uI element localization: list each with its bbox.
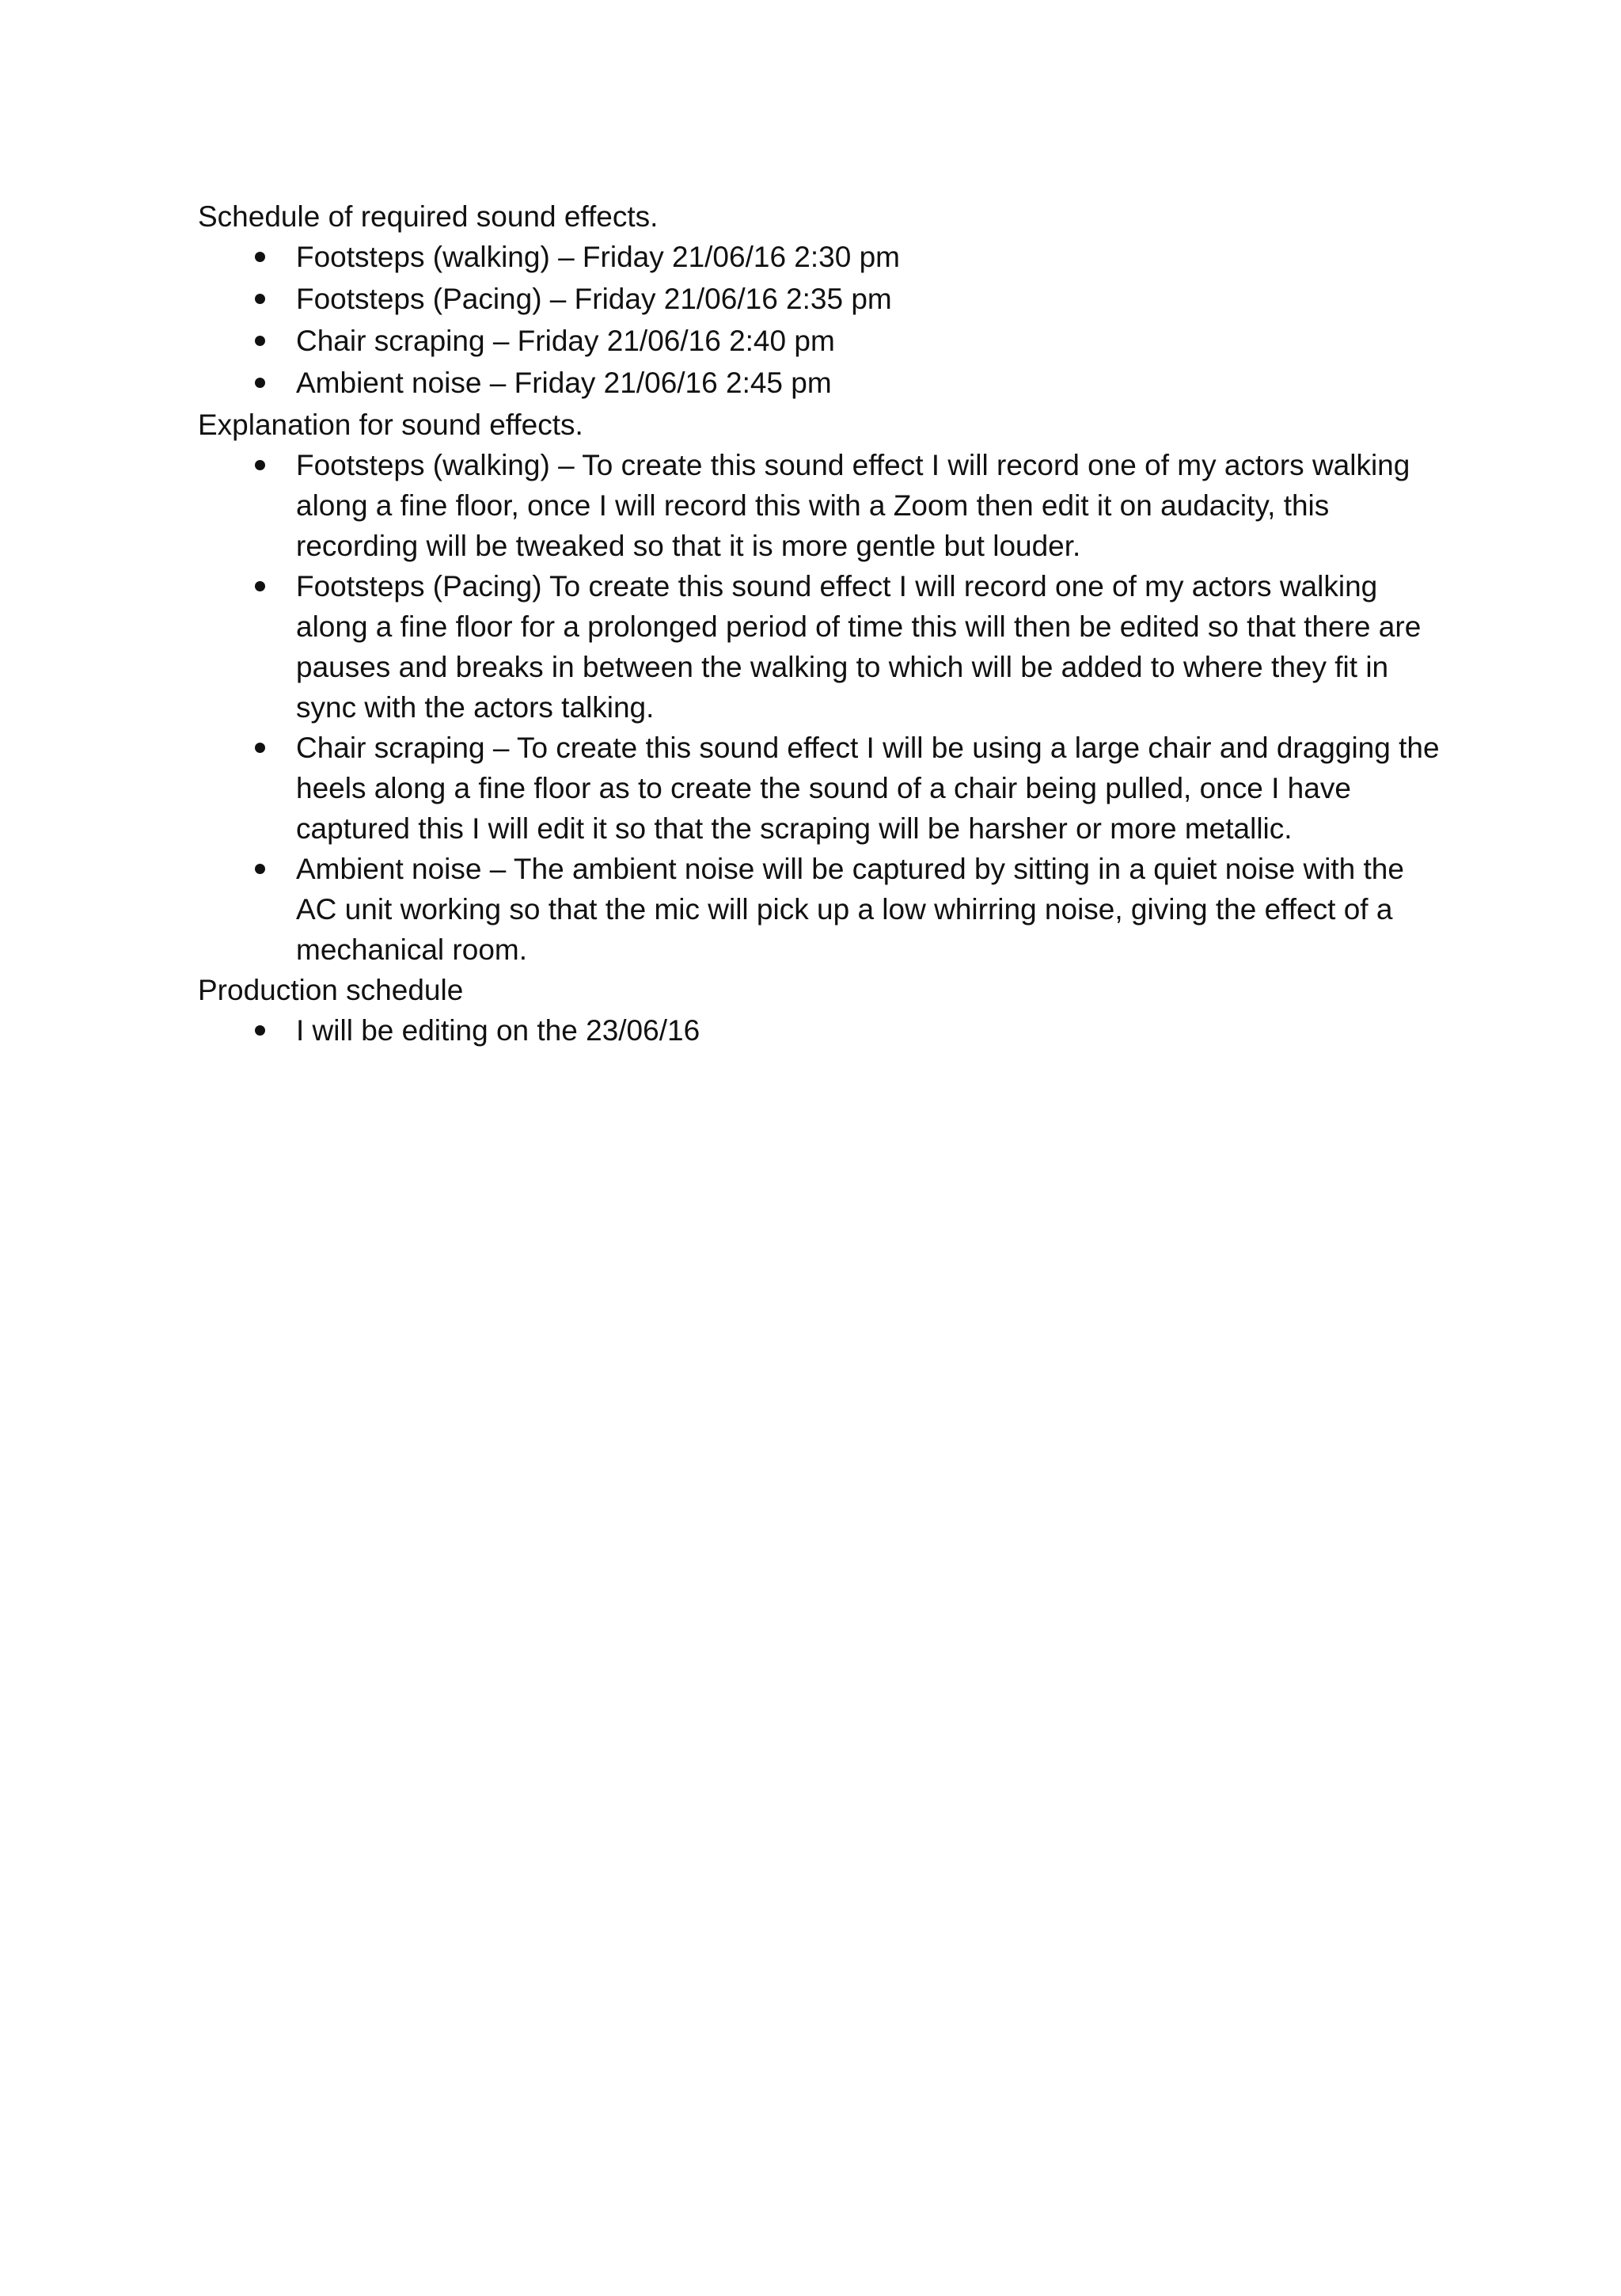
bullet-icon bbox=[255, 378, 265, 388]
bullet-icon bbox=[255, 252, 265, 262]
list-item: Footsteps (walking) – Friday 21/06/16 2:30 pm bbox=[198, 237, 1448, 277]
list-item: Footsteps (Pacing) To create this sound effect I will record one of my actors walking along a fine floor for a prolonged period of time this will then be edited so that there are pauses and breaks in between the walking to which will be added to where they fit in sync with the actors talking. bbox=[198, 566, 1448, 728]
list-item: Footsteps (walking) – To create this sound effect I will record one of my actors walking along a fine floor, once I will record this with a Zoom then edit it on audacity, this recording will be tweaked so that it is more gentle but louder. bbox=[198, 445, 1448, 566]
document-page bbox=[198, 196, 1448, 1051]
bullet-icon bbox=[255, 336, 265, 346]
production-heading: Production schedule bbox=[198, 974, 464, 1006]
bullet-icon bbox=[255, 864, 265, 874]
list-item: Ambient noise – The ambient noise will be captured by sitting in a quiet noise with the AC unit working so that the mic will pick up a low whirring noise, giving the effect of a mechanical room. bbox=[198, 849, 1448, 970]
explanation-heading: Explanation for sound effects. bbox=[198, 409, 583, 441]
list-item: Chair scraping – To create this sound effect I will be using a large chair and dragging the heels along a fine floor as to create the sound of a chair being pulled, once I have captured this I will edit it so that the scraping will be harsher or more metallic. bbox=[198, 728, 1448, 849]
list-item: Footsteps (Pacing) – Friday 21/06/16 2:35 pm bbox=[198, 279, 1448, 319]
list-item: Ambient noise – Friday 21/06/16 2:45 pm bbox=[198, 363, 1448, 403]
bullet-icon bbox=[255, 294, 265, 304]
bullet-icon bbox=[255, 743, 265, 753]
production-list bbox=[198, 1010, 1448, 1051]
explanation-list bbox=[198, 445, 1448, 970]
bullet-icon bbox=[255, 581, 265, 591]
list-item: Chair scraping – Friday 21/06/16 2:40 pm bbox=[198, 321, 1448, 361]
schedule-list bbox=[198, 237, 1448, 403]
schedule-heading: Schedule of required sound effects. bbox=[198, 200, 659, 233]
bullet-icon bbox=[255, 460, 265, 470]
list-item: I will be editing on the 23/06/16 bbox=[198, 1010, 1448, 1051]
bullet-icon bbox=[255, 1025, 265, 1036]
